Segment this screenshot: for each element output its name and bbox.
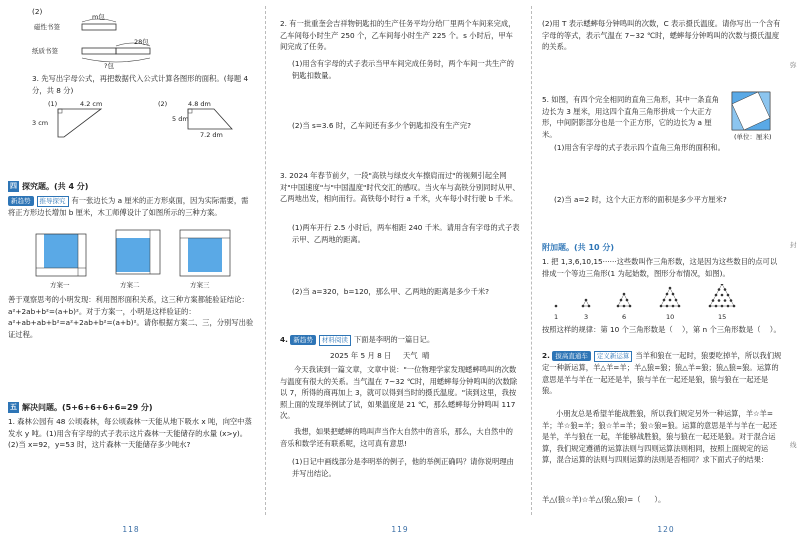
bar-top-value: m包 — [92, 13, 105, 21]
fig1-left: 3 cm — [32, 119, 49, 127]
fig2-bottom: 7.2 dm — [200, 131, 223, 139]
q1-text: 1. 森林公园有 48 公顷森林，每公顷森林一天能从地下吸水 x 吨，向空中蒸发水 y 吨。(1)用含有字母的式子表示这片森林一天能储存的水量 (x>y)。(2)当 x=92，y=53 时，这片森林一天能储存多少吨水? — [8, 417, 252, 449]
page-119 — [270, 0, 530, 541]
pinwheel-square-figure — [730, 90, 772, 132]
section4-icon: 四 — [10, 182, 17, 190]
page-number-118: 118 — [122, 524, 140, 534]
side-label-1: 弥 — [790, 61, 797, 69]
divider-1 — [265, 6, 266, 515]
side-label-2: 封 — [790, 241, 797, 249]
triangle-numbers-figure — [542, 284, 782, 314]
bar-bottom-value: 28包 — [134, 38, 149, 46]
p2-q4-intro: 4. 新趋势 材料阅读 下面是李明的一篇日记。 — [280, 335, 435, 344]
tri-number-3: 3 — [584, 313, 589, 321]
p2-q3-text: 3. 2024 年春节前夕，一段"高铁与绿皮火车擦肩而过"的视频引起全网对"中国速度"与"中国温度"时代交汇的感叹。当火车与高铁分别同时从甲、乙两地出发，相向而行。高铁每小时行 a 千米，火车每小时行驶 b 千米。 — [280, 171, 520, 203]
scheme-label-3: 方案三 — [190, 281, 210, 289]
page-118 — [0, 0, 262, 541]
section5-icon: 五 — [10, 403, 17, 411]
extra-q2-badge2: 定义新运算 — [594, 351, 633, 362]
section4-body: 善于观察思考的小明发现：利用图形面积关系，这三种方案都能验证结论：a²+2ab+b²=(a+b)²。对于方案一，小明是这样验证的：a²+ab+ab+b²=a²+2ab+b²=(a+b)²。请你根据方案二、三，分别写出验证过程。 — [8, 295, 254, 339]
trapezoid-figure — [186, 107, 236, 133]
side-label-3: 线 — [790, 441, 797, 449]
section5-title: 解决问题。(5+6+6+6+6=29 分) — [22, 403, 153, 412]
p2-q2-sub1: (1)用含有字母的式子表示当甲车间完成任务时，两个车间一共生产的钥匙扣数量。 — [292, 59, 514, 80]
extra-q1-sub: 按照这样的规律：第 10 个三角形数是（ ），第 n 个三角形数是（ ）。 — [542, 325, 781, 334]
section4-intro-text: 有一张边长为 a 厘米的正方形桌面，因为实际需要，需将正方形边长增加 b 厘米，木工师傅设计了如图所示的三种方案。 — [8, 196, 249, 217]
page-number-119: 119 — [391, 524, 409, 534]
extra-q2-text: 当羊和狼在一起时，狼要吃掉羊，所以我们规定一种新运算，羊△羊=羊；羊△狼=狼；狼△羊=狼；狼△狼=狼。运算的意思是羊与羊在一起还是羊，狼与羊在一起还是狼，狼与狼在一起还是狼。 — [542, 351, 782, 395]
fig2-top: 4.8 dm — [188, 100, 211, 108]
p2-q4-sub1: (1)日记中画线部分是李明举的例子，他的举例正确吗？请你说明理由并写出结论。 — [292, 457, 514, 478]
section4-badge: 新趋势 — [8, 196, 34, 206]
extra-q2-expr: 羊△(狼☆羊)☆羊△(狼△狼)=（ ）。 — [542, 495, 666, 504]
schemes-figure — [30, 228, 240, 280]
section4-heading — [8, 181, 88, 193]
bar-diagram — [80, 18, 180, 68]
diary-date: 2025 年 5 月 8 日 天气 晴 — [330, 351, 430, 360]
bar-bottom-label: 纸质书签 — [32, 47, 58, 55]
p2-q2-text: 2. 有一批重奎会吉祥物钥匙扣的生产任务平均分给厂里两个车间来完成，乙车间每小时生产 250 个，乙车间每小时生产 225 个。s 小时后，甲车间完成了任务。 — [280, 19, 516, 51]
q5-unit: (单位：厘米) — [734, 133, 772, 141]
bar-bottom-question: ?包 — [104, 62, 114, 70]
extra-title: 附加题。(共 10 分) — [542, 243, 615, 252]
p3-q5-text: 5. 如图，有四个完全相同的直角三角形，其中一条直角边长为 3 厘米，用这四个直角三角形拼成一个大正方形，中间阴影部分也是一个正方形，它的边长为 a 厘米。 — [542, 95, 720, 139]
q3-text: 3. 先写出字母公式，再把数据代入公式计算各图形的面积。(每题 4 分，共 8 分) — [32, 74, 251, 95]
p2-q2-sub2: (2)当 s=3.6 时，乙车间还有多少个钥匙扣没有生产完? — [292, 121, 472, 130]
section5-heading — [8, 402, 153, 414]
tri-number-1: 1 — [554, 313, 559, 321]
fig1-label: (1) — [48, 100, 58, 108]
bar-top-label: 磁性书签 — [34, 23, 60, 31]
diary-body-2: 我想，如果把蟋蟀的鸣叫声当作大自然中的音乐，那么，大自然中的音乐和数学还有联系呢，这可真有意思! — [280, 427, 513, 448]
page-120 — [532, 0, 800, 541]
p2-q3-sub1: (1)两车开行 2.5 小时后，两车相距 240 千米。请用含有字母的式子表示甲、乙两地的距离。 — [292, 223, 520, 244]
q2-label: (2) — [32, 7, 43, 16]
scheme-label-1: 方案一 — [50, 281, 70, 289]
tri-number-10: 10 — [666, 313, 675, 321]
right-trapezoid-figure — [56, 107, 116, 141]
p2-q4-badge: 新趋势 — [290, 335, 316, 345]
fig2-label: (2) — [158, 100, 168, 108]
page-number-120: 120 — [657, 524, 675, 534]
p3-q5-sub1: (1)用含有字母的式子表示四个直角三角形的面积和。 — [554, 143, 725, 152]
extra-q2-more: 小朋友总是希望羊能战胜狼，所以我们规定另外一种运算，羊☆羊=羊；羊☆狼=羊；狼☆羊=羊；狼☆狼=狼。运算的意思是羊与羊在一起还是羊，羊与狼在一起，羊能够战胜狼，狼与狼在一起还是狼。对于混合运算，我们规定遵循的运算法则与四则运算法则相同，按照上面规定的运算，混合运算的法则与四则运算的法则是否相同？求下面式子的结果： — [542, 409, 777, 464]
section4-intro — [8, 195, 254, 219]
scheme-label-2: 方案二 — [120, 281, 140, 289]
fig1-top: 4.2 cm — [80, 100, 103, 108]
section4-title: 探究题。(共 4 分) — [22, 182, 89, 191]
tri-number-15: 15 — [718, 313, 727, 321]
extra-q1: 1. 把 1,3,6,10,15······这些数叫作三角形数，这是因为这些数目的点可以排成一个等边三角形(1 为起始数，图形分布情况，如图)。 — [542, 257, 778, 278]
section4-badge2: 推导探究 — [37, 196, 69, 207]
fig2-left: 5 dm — [172, 115, 189, 123]
p2-q4-badge2: 材料阅读 — [319, 335, 351, 346]
p3-q2-text: (2)用 T 表示蟋蟀每分钟鸣叫的次数，C 表示摄氏温度。请你写出一个含有字母的等式，表示气温在 7~32 ℃时，蟋蟀每分钟鸣叫的次数与摄氏温度的关系。 — [542, 19, 781, 51]
p2-q3-sub2: (2)当 a=320，b=120，那么甲、乙两地的距离是多少千米? — [292, 287, 490, 296]
tri-number-6: 6 — [622, 313, 627, 321]
p3-q5-sub2: (2)当 a=2 时，这个大正方形的面积是多少平方厘米? — [554, 195, 727, 204]
diary-body: 今天我读到一篇文章，文章中说："一位物理学家发现蟋蟀鸣叫的次数与温度有很大的关系。当气温在 7~32 ℃时，用蟋蟀每分钟鸣叫的次数除以 7，所得的商再加上 3，就可以得到当时的摄氏温度。"读到这里，我按照上面的发现举例试了试，如果温度是 21 ℃，那么蟋蟀每分钟鸣叫 117 次。 — [280, 365, 518, 420]
p2-q4-intro-text: 下面是李明的一篇日记。 — [353, 335, 435, 344]
extra-q2: 2. 拔高直通车 定义新运算 当羊和狼在一起时，狼要吃掉羊，所以我们规定一种新运算，羊△羊=羊；羊△狼=狼；狼△羊=狼；狼△狼=狼。运算的意思是羊与羊在一起还是羊，狼与羊在一起还是狼，狼与狼在一起还是狼。 — [542, 351, 782, 395]
extra-q2-badge: 拔高直通车 — [552, 351, 591, 361]
